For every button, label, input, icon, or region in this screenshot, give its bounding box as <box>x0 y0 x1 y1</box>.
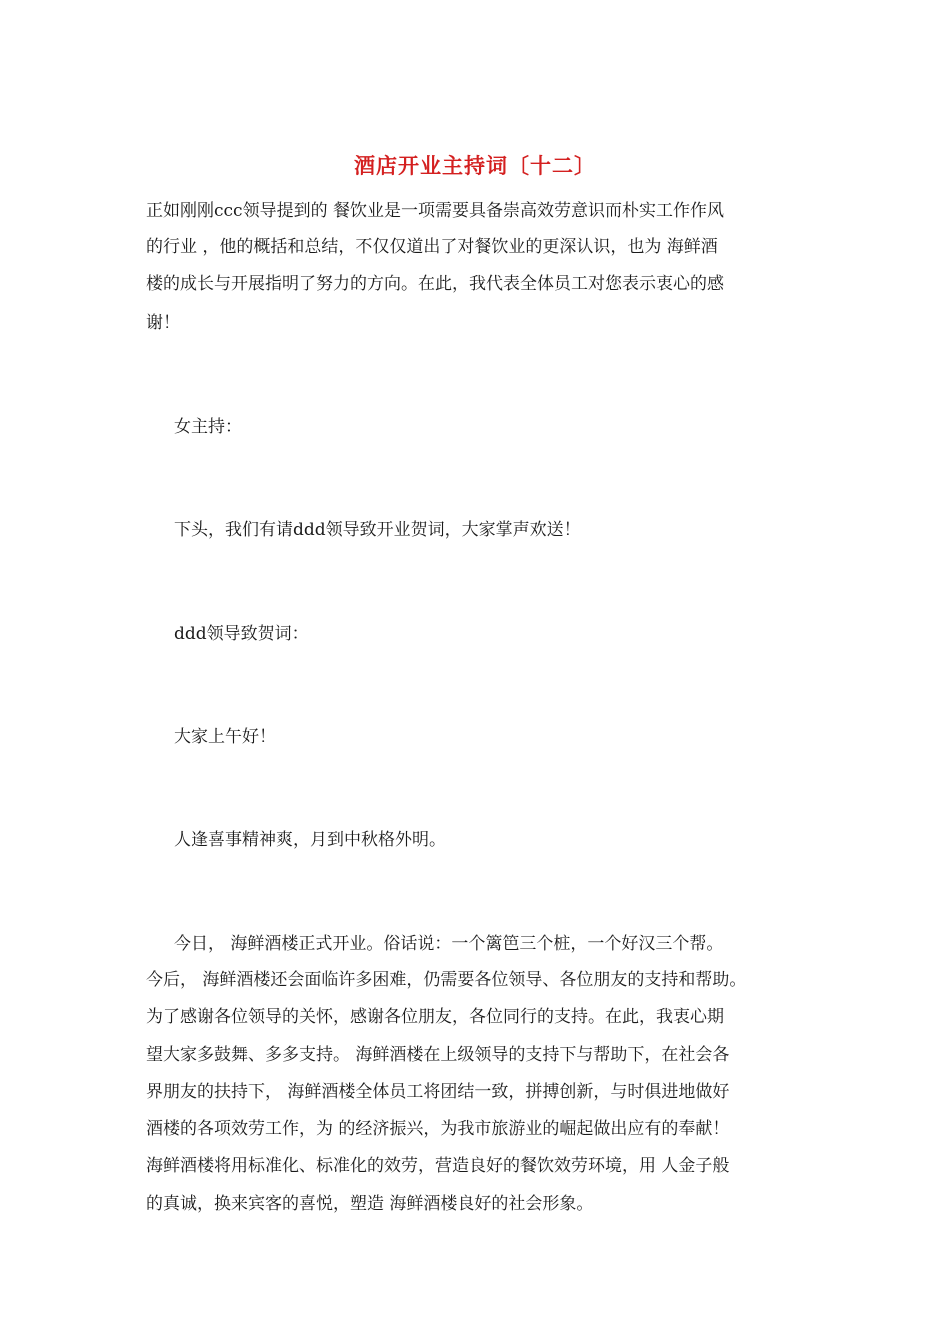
paragraph-line: 为了感谢各位领导的关怀，感谢各位朋友，各位同行的支持。在此，我衷心期 <box>146 1007 724 1027</box>
paragraph-line: 大家上午好！ <box>174 727 276 747</box>
document-title: 酒店开业主持词〔十二〕 <box>354 153 596 178</box>
speaker-label: 女主持： <box>174 417 242 437</box>
paragraph-line: 海鲜酒楼将用标准化、标准化的效劳，营造良好的餐饮效劳环境，用 人金子般 <box>146 1156 730 1176</box>
paragraph-line: 今后， 海鲜酒楼还会面临许多困难，仍需要各位领导、各位朋友的支持和帮助。 <box>146 970 747 990</box>
speaker-label: ddd领导致贺词： <box>174 624 309 644</box>
paragraph-line: 谢！ <box>146 313 180 333</box>
paragraph-line: 的行业 ，他的概括和总结，不仅仅道出了对餐饮业的更深认识，也为 海鲜酒 <box>146 237 718 257</box>
paragraph-line: 的真诚，换来宾客的喜悦，塑造 海鲜酒楼良好的社会形象。 <box>146 1194 594 1214</box>
paragraph-line: 下头，我们有请ddd领导致开业贺词，大家掌声欢送！ <box>174 520 581 540</box>
paragraph-line: 今日， 海鲜酒楼正式开业。俗话说：一个篱笆三个桩，一个好汉三个帮。 <box>174 934 724 954</box>
paragraph-line: 正如刚刚ccc领导提到的 餐饮业是一项需要具备崇高效劳意识而朴实工作作风 <box>146 201 724 221</box>
paragraph-line: 楼的成长与开展指明了努力的方向。在此，我代表全体员工对您表示衷心的感 <box>146 274 724 294</box>
paragraph-line: 望大家多鼓舞、多多支持。 海鲜酒楼在上级领导的支持下与帮助下，在社会各 <box>146 1045 730 1065</box>
paragraph-line: 人逢喜事精神爽，月到中秋格外明。 <box>174 830 446 850</box>
paragraph-line: 界朋友的扶持下， 海鲜酒楼全体员工将团结一致，拼搏创新，与时俱进地做好 <box>146 1082 730 1102</box>
paragraph-line: 酒楼的各项效劳工作，为 的经济振兴，为我市旅游业的崛起做出应有的奉献！ <box>146 1119 730 1139</box>
